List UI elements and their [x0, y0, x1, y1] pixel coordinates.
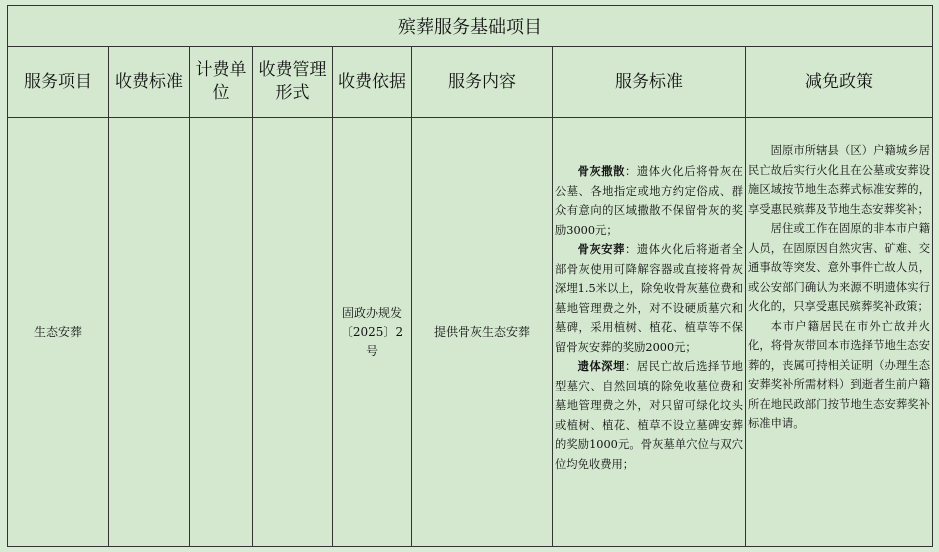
cell-fee-basis: 固政办规发〔2025〕2号 — [333, 118, 412, 547]
header-fee-standard: 收费标准 — [109, 47, 190, 118]
standard-label: 遗体深埋 — [577, 359, 626, 373]
cell-fee-standard — [109, 118, 190, 547]
header-fee-management: 收费管理形式 — [253, 47, 333, 118]
table-row — [8, 118, 933, 547]
policy-paragraph: 居住或工作在固原的非本市户籍人员，在固原因自然灾害、矿难、交通事故等突发、意外事件亡故人员，或公安部门确认为来源不明遗体实行火化的，只享受惠民殡葬奖补政策； — [748, 222, 930, 313]
cell-exemption-policy — [746, 118, 933, 547]
table-title: 殡葬服务基础项目 — [8, 6, 933, 47]
header-fee-basis: 收费依据 — [333, 47, 412, 118]
standard-text: ：遗体火化后将骨灰在公墓、各地指定或地方约定俗成、群众有意向的区域撒散不保留骨灰的奖励3000元； — [555, 165, 743, 237]
cell-fee-management — [253, 118, 333, 547]
header-service-standard: 服务标准 — [553, 47, 746, 118]
standard-paragraph — [555, 357, 743, 474]
cell-service-standard — [553, 118, 746, 547]
cell-service-item: 生态安葬 — [8, 118, 109, 547]
standard-paragraph — [555, 162, 743, 240]
standard-label: 骨灰撒散 — [577, 164, 626, 178]
standard-label: 骨灰安葬 — [577, 242, 626, 256]
service-table — [7, 5, 933, 547]
policy-paragraph: 固原市所辖县（区）户籍城乡居民亡故后实行火化且在公墓或安葬设施区域按节地生态葬式标准安葬的，享受惠民殡葬及节地生态安葬奖补； — [748, 144, 930, 216]
header-exemption-policy: 减免政策 — [746, 47, 933, 118]
header-service-item: 服务项目 — [8, 47, 109, 118]
standard-text: ：遗体火化后将逝者全部骨灰使用可降解容器或直接将骨灰深埋1.5米以上，除免收骨灰墓位费和墓地管理费之外，对不设硬质墓穴和墓碑，采用植树、植花、植草等不保留骨灰安葬的奖励2000元； — [555, 243, 743, 354]
cell-billing-unit — [190, 118, 253, 547]
standard-paragraph — [555, 240, 743, 357]
header-billing-unit: 计费单位 — [190, 47, 253, 118]
policy-paragraph: 本市户籍居民在市外亡故并火化，将骨灰带回本市选择节地生态安葬的，丧属可持相关证明（办理生态安葬奖补所需材料）到逝者生前户籍所在地民政部门按节地生态安葬奖补标准申请。 — [748, 319, 930, 430]
standard-text: ：居民亡故后选择节地型墓穴、自然回填的除免收墓位费和墓地管理费之外，对只留可绿化坟头或植树、植花、植草不设立墓碑安葬的奖励1000元。骨灰墓单穴位与双穴位均免收费用； — [555, 360, 743, 471]
header-row — [8, 47, 933, 118]
cell-service-content: 提供骨灰生态安葬 — [412, 118, 553, 547]
header-service-content: 服务内容 — [412, 47, 553, 118]
